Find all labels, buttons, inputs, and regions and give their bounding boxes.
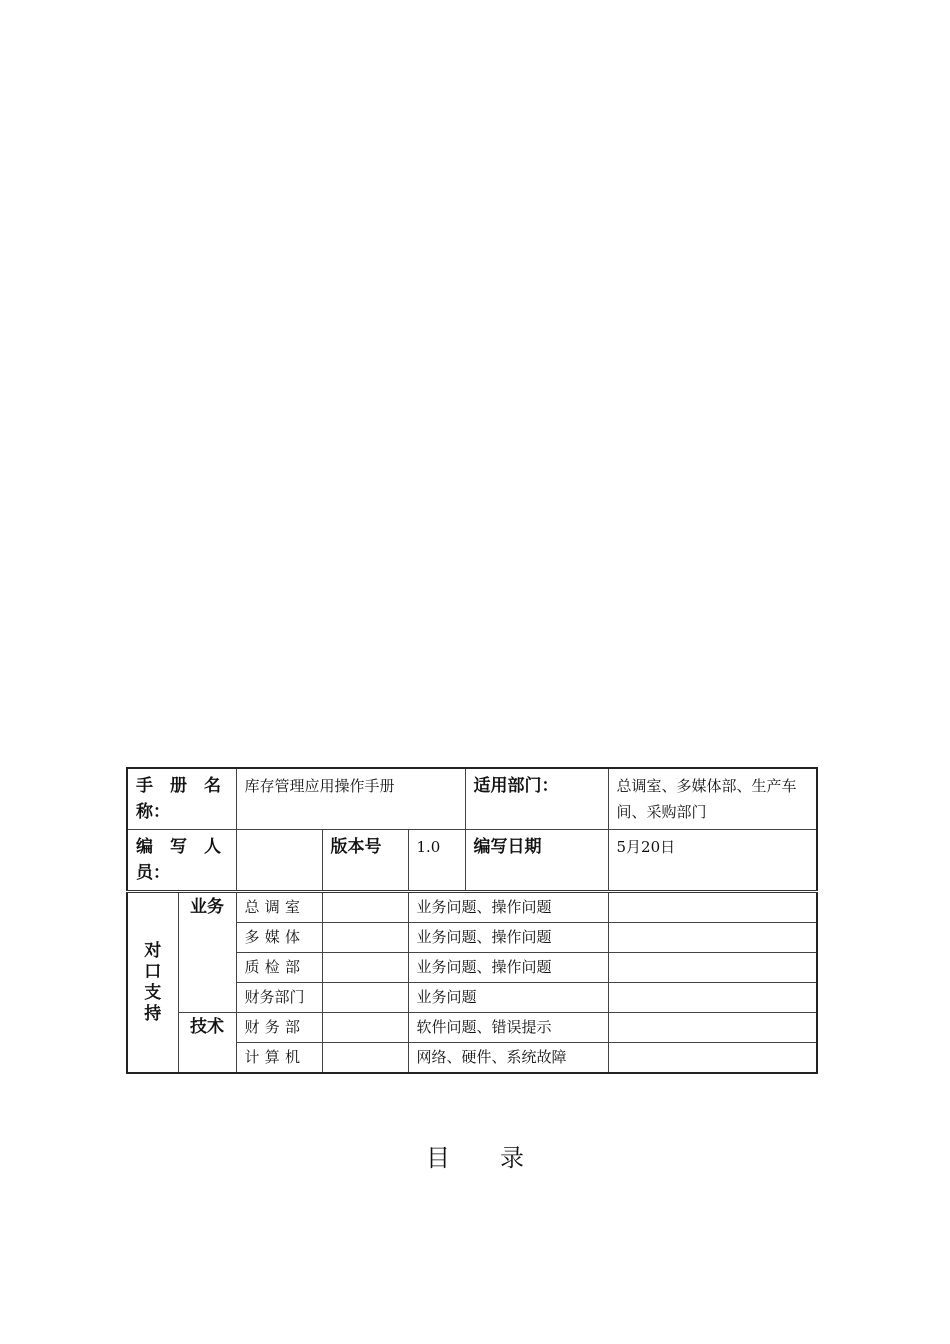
support-contact [322,923,408,953]
version-label: 版本号 [322,830,408,892]
support-contact [322,1043,408,1074]
date-value: 5月20日 [608,830,817,892]
departments-label: 适用部门： [465,768,608,830]
support-note [608,892,817,923]
support-dept: 质检部 [236,953,322,983]
support-contact [322,953,408,983]
support-dept: 总调室 [236,892,322,923]
manual-info-table [126,767,818,1074]
manual-name-label: 手 册 名 称： [127,768,236,830]
support-dept: 财务部 [236,1013,322,1043]
support-dept: 多媒体 [236,923,322,953]
support-issues: 业务问题、操作问题 [408,953,608,983]
date-label: 编写日期 [465,830,608,892]
group-business-label: 业务 [178,892,236,1013]
version-value: 1.0 [408,830,465,892]
support-contact [322,1013,408,1043]
group-tech-label: 技术 [178,1013,236,1074]
support-issues: 业务问题、操作问题 [408,892,608,923]
support-dept: 计算机 [236,1043,322,1074]
support-title: 对 口 支 持 [127,892,178,1074]
support-contact [322,983,408,1013]
manual-name-value: 库存管理应用操作手册 [236,768,465,830]
support-note [608,1043,817,1074]
support-dept: 财务部门 [236,983,322,1013]
toc-title: 目录 [426,1144,574,1172]
support-note [608,983,817,1013]
author-value [236,830,322,892]
support-issues: 网络、硬件、系统故障 [408,1043,608,1074]
support-note [608,1013,817,1043]
support-issues: 业务问题 [408,983,608,1013]
departments-value: 总调室、多媒体部、生产车间、采购部门 [608,768,817,830]
support-note [608,953,817,983]
support-contact [322,892,408,923]
support-note [608,923,817,953]
support-issues: 软件问题、错误提示 [408,1013,608,1043]
support-issues: 业务问题、操作问题 [408,923,608,953]
author-label: 编 写 人 员： [127,830,236,892]
